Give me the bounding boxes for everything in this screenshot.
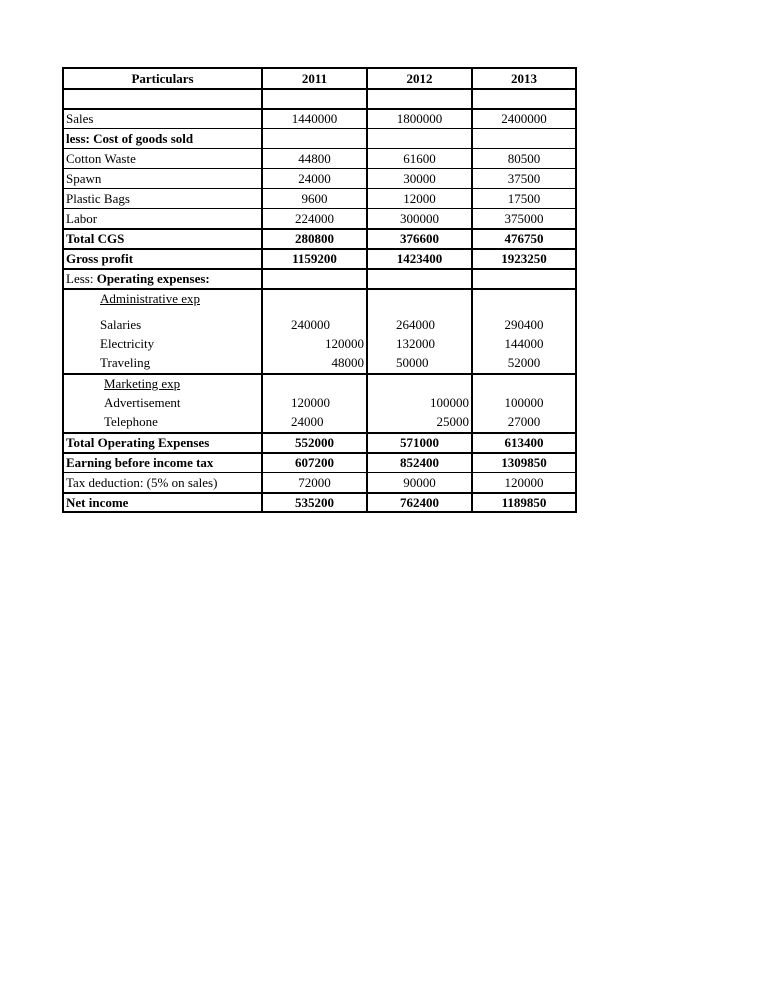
value-2011: 1159200 xyxy=(292,251,337,266)
value-2013: 1189850 xyxy=(501,495,547,510)
table-row xyxy=(64,269,575,289)
value-2013: 1923250 xyxy=(501,251,547,266)
value-2011: 24000 xyxy=(291,414,324,429)
value-2011: 24000 xyxy=(298,171,331,186)
table-row xyxy=(64,189,575,209)
table-row xyxy=(64,229,575,249)
value-2013: 375000 xyxy=(504,211,544,226)
less-prefix: Less: xyxy=(66,271,97,286)
value-2012: 376600 xyxy=(400,231,439,246)
header-2011: 2011 xyxy=(301,71,328,86)
table-row xyxy=(64,433,575,453)
table-row xyxy=(64,412,575,432)
value-2012: 300000 xyxy=(400,211,439,226)
table-row xyxy=(64,149,575,169)
row-label: Labor xyxy=(66,211,98,226)
row-label: Salaries xyxy=(100,317,142,332)
row-label: Spawn xyxy=(66,171,102,186)
row-label: Telephone xyxy=(104,414,158,429)
header-2012: 2012 xyxy=(406,71,433,86)
value-2012: 1423400 xyxy=(396,251,443,266)
value-2013: 27000 xyxy=(507,414,541,429)
value-2012: 1800000 xyxy=(396,111,443,126)
value-2013: 17500 xyxy=(507,191,541,206)
value-2013: 37500 xyxy=(507,171,541,186)
row-label: Total Operating Expenses xyxy=(66,435,210,450)
value-2012: 90000 xyxy=(403,475,436,490)
row-label: Gross profit xyxy=(66,251,134,266)
value-2013: 144000 xyxy=(504,336,544,351)
value-2011: 280800 xyxy=(295,231,334,246)
table-row xyxy=(64,374,575,394)
table-row xyxy=(64,453,575,473)
value-2012: 12000 xyxy=(403,191,436,206)
table-row xyxy=(64,289,575,309)
table-row xyxy=(64,393,575,413)
value-2013: 290400 xyxy=(504,317,544,332)
value-2011: 120000 xyxy=(291,395,330,410)
row-label: Sales xyxy=(66,111,94,126)
table-row xyxy=(64,249,575,269)
value-2012: 50000 xyxy=(396,355,429,370)
table-row xyxy=(64,169,575,189)
value-2013: 52000 xyxy=(507,355,541,370)
row-label: Traveling xyxy=(100,355,151,370)
value-2013: 100000 xyxy=(504,395,544,410)
value-2011: 9600 xyxy=(301,191,328,206)
value-2012: 762400 xyxy=(400,495,439,510)
table-row xyxy=(64,493,575,513)
row-label: Total CGS xyxy=(66,231,125,246)
table-row xyxy=(64,109,575,129)
value-2013: 1309850 xyxy=(501,455,547,470)
value-2012: 264000 xyxy=(396,317,435,332)
row-label: Net income xyxy=(66,495,129,510)
table-row xyxy=(64,209,575,229)
value-2011: 44800 xyxy=(298,151,331,166)
row-label: Plastic Bags xyxy=(66,191,130,206)
value-2013: 120000 xyxy=(504,475,544,490)
value-2011: 552000 xyxy=(295,435,334,450)
table-row xyxy=(64,334,575,354)
header-row xyxy=(64,69,575,89)
row-label xyxy=(64,289,261,309)
marketing-heading: Marketing exp xyxy=(104,376,181,391)
value-2011: 48000 xyxy=(331,355,364,370)
value-2012: 852400 xyxy=(400,455,439,470)
value-2011: 120000 xyxy=(325,336,364,351)
value-2013: 613400 xyxy=(504,435,544,450)
row-label: less: Cost of goods sold xyxy=(66,131,194,146)
value-2012: 100000 xyxy=(430,395,469,410)
row-label: Cotton Waste xyxy=(66,151,136,166)
value-2012: 571000 xyxy=(400,435,439,450)
row-label: Tax deduction: (5% on sales) xyxy=(66,475,218,490)
row-label xyxy=(64,269,261,289)
header-particulars: Particulars xyxy=(131,71,194,86)
value-2011: 72000 xyxy=(298,475,331,490)
income-statement-table xyxy=(62,67,577,513)
value-2012: 61600 xyxy=(403,151,436,166)
row-label: Electricity xyxy=(100,336,155,351)
table-row xyxy=(64,473,575,493)
table-row xyxy=(64,353,575,373)
value-2013: 476750 xyxy=(504,231,544,246)
value-2012: 30000 xyxy=(403,171,436,186)
row-label xyxy=(64,374,261,394)
value-2011: 535200 xyxy=(295,495,334,510)
row-label: Earning before income tax xyxy=(66,455,214,470)
value-2011: 1440000 xyxy=(291,111,338,126)
header-2013: 2013 xyxy=(511,71,537,86)
value-2012: 25000 xyxy=(436,414,469,429)
value-2011: 607200 xyxy=(295,455,334,470)
value-2011: 240000 xyxy=(291,317,330,332)
table-row xyxy=(64,129,575,149)
value-2013: 80500 xyxy=(507,151,541,166)
administrative-heading: Administrative exp xyxy=(100,291,201,306)
row-label: Advertisement xyxy=(104,395,181,410)
table-row xyxy=(64,315,575,335)
operating-expenses-heading: Operating expenses: xyxy=(96,271,210,286)
value-2012: 132000 xyxy=(396,336,435,351)
value-2013: 2400000 xyxy=(501,111,547,126)
value-2011: 224000 xyxy=(295,211,334,226)
